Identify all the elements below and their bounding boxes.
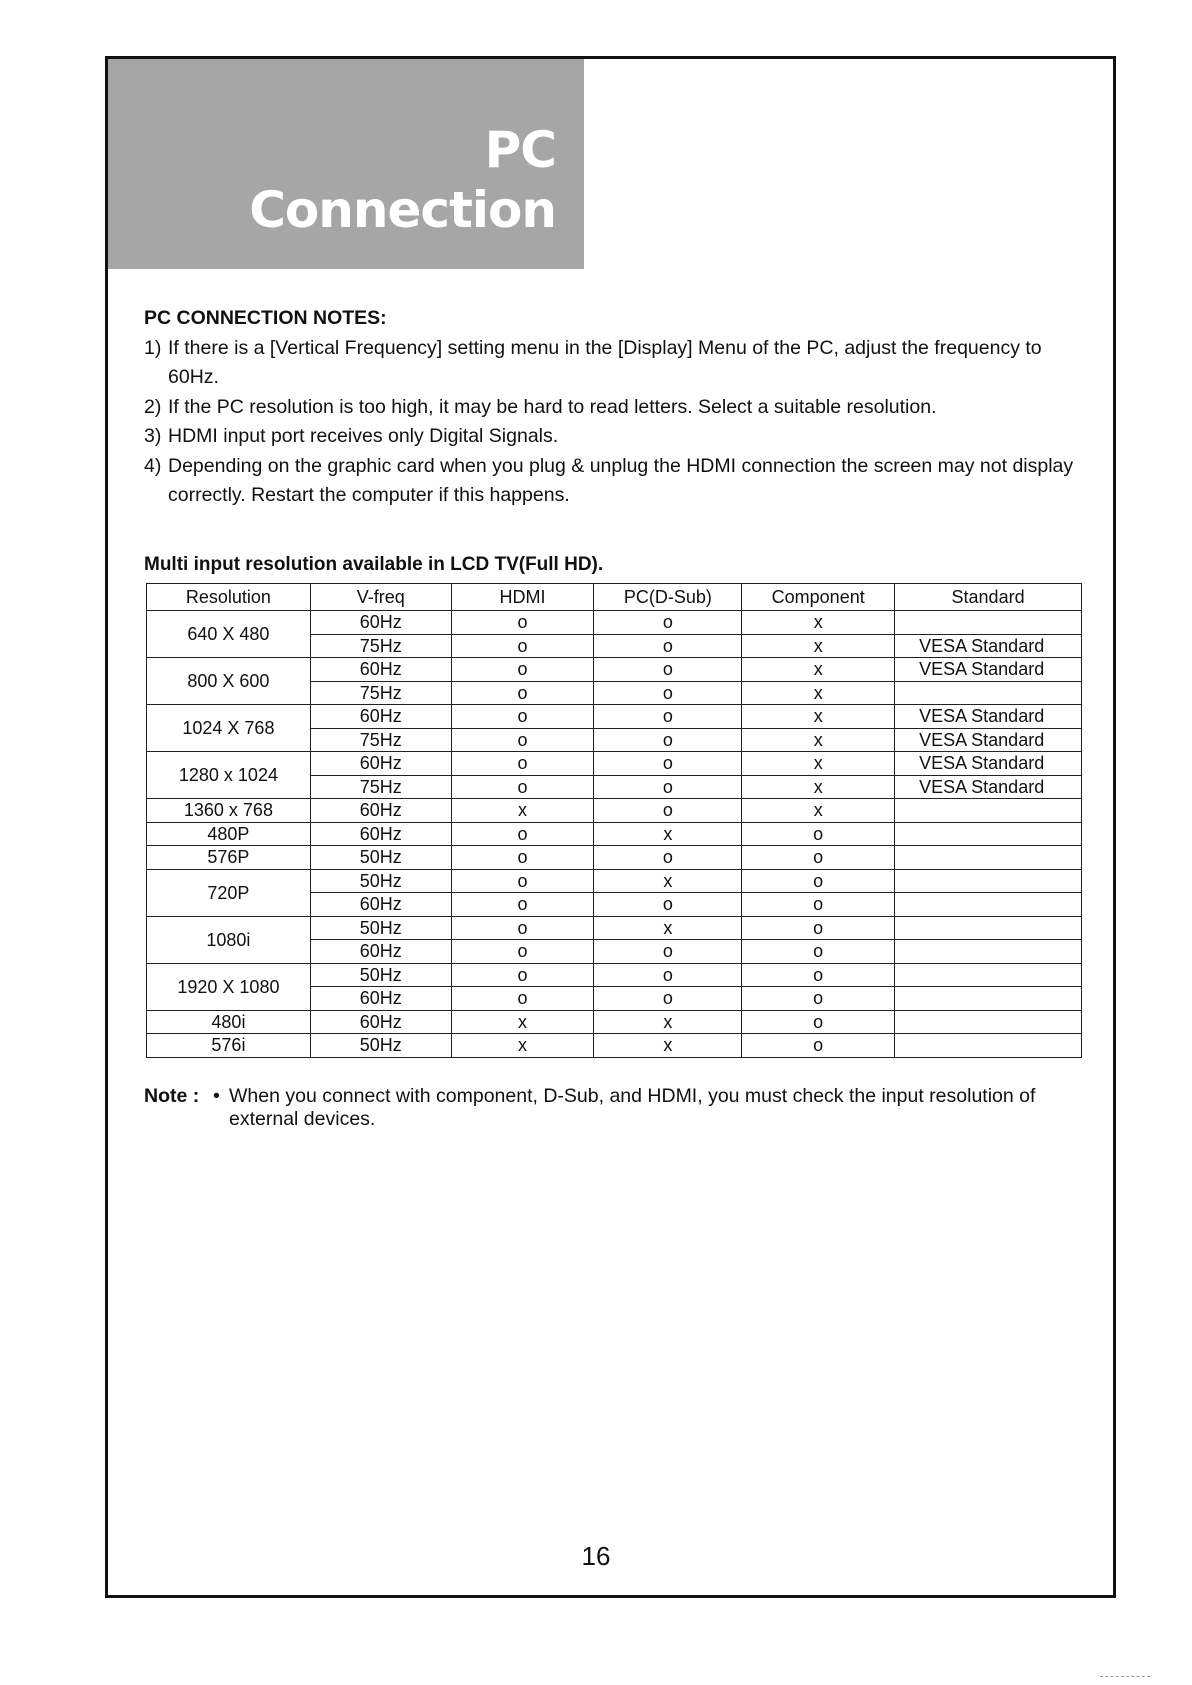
cell-hdmi: o <box>451 869 594 893</box>
bullet-icon: • <box>213 1085 220 1107</box>
table-row <box>147 822 1082 846</box>
cell-component: o <box>742 987 895 1011</box>
cell-pc-dsub: o <box>594 893 742 917</box>
cell-hdmi: x <box>451 799 594 823</box>
cell-vfreq: 75Hz <box>310 775 451 799</box>
page-number: 16 <box>581 1541 611 1571</box>
cell-standard: VESA Standard <box>895 705 1082 729</box>
table-row <box>147 799 1082 823</box>
cell-vfreq: 60Hz <box>310 705 451 729</box>
cell-pc-dsub: o <box>594 799 742 823</box>
note-item <box>144 393 1094 423</box>
cell-hdmi: o <box>451 681 594 705</box>
cell-component: o <box>742 893 895 917</box>
note-item-number: 2) <box>144 395 162 418</box>
table-header-row <box>147 584 1082 611</box>
note-item <box>144 452 1094 511</box>
cell-hdmi: o <box>451 963 594 987</box>
note-item-text: Depending on the graphic card when you plug & unplug the HDMI connection the screen may not display correctly. Restart the computer if this happens. <box>168 454 1074 506</box>
cell-hdmi: x <box>451 1034 594 1058</box>
cell-vfreq: 50Hz <box>310 1034 451 1058</box>
cell-hdmi: o <box>451 752 594 776</box>
cell-component: o <box>742 1034 895 1058</box>
cell-resolution: 1920 X 1080 <box>147 963 311 1010</box>
cell-pc-dsub: o <box>594 705 742 729</box>
cell-standard: VESA Standard <box>895 728 1082 752</box>
header-component: Component <box>742 584 895 611</box>
table-row <box>147 1010 1082 1034</box>
cell-resolution: 800 X 600 <box>147 658 311 705</box>
resolution-table-body <box>147 611 1082 1058</box>
cell-standard <box>895 940 1082 964</box>
table-row <box>147 1034 1082 1058</box>
cell-component: x <box>742 775 895 799</box>
note-item <box>144 334 1094 393</box>
header-vfreq: V-freq <box>310 584 451 611</box>
cell-pc-dsub: x <box>594 916 742 940</box>
table-row <box>147 752 1082 776</box>
cell-vfreq: 60Hz <box>310 752 451 776</box>
cell-component: x <box>742 705 895 729</box>
cell-component: x <box>742 799 895 823</box>
notes-heading: PC CONNECTION NOTES: <box>144 307 387 329</box>
cell-hdmi: o <box>451 611 594 635</box>
corner-mark <box>1100 1676 1150 1678</box>
cell-resolution: 640 X 480 <box>147 611 311 658</box>
note-item-number: 4) <box>144 454 162 477</box>
cell-standard <box>895 681 1082 705</box>
cell-standard <box>895 987 1082 1011</box>
cell-vfreq: 75Hz <box>310 681 451 705</box>
table-row <box>147 658 1082 682</box>
header-pc-dsub: PC(D-Sub) <box>594 584 742 611</box>
cell-standard <box>895 846 1082 870</box>
cell-standard <box>895 916 1082 940</box>
cell-resolution: 480i <box>147 1010 311 1034</box>
cell-hdmi: o <box>451 987 594 1011</box>
cell-component: x <box>742 681 895 705</box>
cell-vfreq: 60Hz <box>310 799 451 823</box>
cell-hdmi: o <box>451 658 594 682</box>
cell-hdmi: o <box>451 846 594 870</box>
note-item-text: If the PC resolution is too high, it may be hard to read letters. Select a suitable resolution. <box>168 395 937 418</box>
cell-resolution: 1280 x 1024 <box>147 752 311 799</box>
header-hdmi: HDMI <box>451 584 594 611</box>
pc-connection-notes <box>144 304 1094 511</box>
cell-pc-dsub: x <box>594 822 742 846</box>
cell-standard <box>895 799 1082 823</box>
cell-component: o <box>742 940 895 964</box>
cell-hdmi: x <box>451 1010 594 1034</box>
cell-standard <box>895 963 1082 987</box>
table-row <box>147 846 1082 870</box>
note-item-text: HDMI input port receives only Digital Signals. <box>168 425 559 447</box>
cell-standard <box>895 822 1082 846</box>
header-standard: Standard <box>895 584 1082 611</box>
cell-vfreq: 50Hz <box>310 846 451 870</box>
cell-hdmi: o <box>451 822 594 846</box>
cell-vfreq: 60Hz <box>310 893 451 917</box>
cell-component: x <box>742 611 895 635</box>
cell-pc-dsub: o <box>594 940 742 964</box>
cell-component: x <box>742 752 895 776</box>
cell-vfreq: 50Hz <box>310 869 451 893</box>
cell-standard: VESA Standard <box>895 658 1082 682</box>
cell-hdmi: o <box>451 775 594 799</box>
cell-resolution: 720P <box>147 869 311 916</box>
note-item-text: If there is a [Vertical Frequency] setting menu in the [Display] Menu of the PC, adjust the frequency to 60Hz. <box>168 336 1042 388</box>
cell-vfreq: 60Hz <box>310 987 451 1011</box>
note-item-number: 3) <box>144 425 162 447</box>
table-row <box>147 869 1082 893</box>
cell-hdmi: o <box>451 634 594 658</box>
cell-resolution: 576P <box>147 846 311 870</box>
cell-component: o <box>742 846 895 870</box>
cell-vfreq: 60Hz <box>310 822 451 846</box>
header-resolution: Resolution <box>147 584 311 611</box>
section-title-line2: Connection <box>249 181 556 239</box>
cell-standard <box>895 893 1082 917</box>
cell-standard <box>895 869 1082 893</box>
cell-hdmi: o <box>451 916 594 940</box>
cell-component: x <box>742 658 895 682</box>
cell-pc-dsub: o <box>594 846 742 870</box>
cell-pc-dsub: o <box>594 752 742 776</box>
cell-vfreq: 75Hz <box>310 634 451 658</box>
cell-vfreq: 50Hz <box>310 916 451 940</box>
section-title-box <box>108 59 584 269</box>
cell-component: x <box>742 728 895 752</box>
cell-standard: VESA Standard <box>895 752 1082 776</box>
cell-component: o <box>742 1010 895 1034</box>
cell-vfreq: 60Hz <box>310 940 451 964</box>
cell-standard <box>895 611 1082 635</box>
cell-standard <box>895 1034 1082 1058</box>
cell-vfreq: 60Hz <box>310 658 451 682</box>
cell-vfreq: 75Hz <box>310 728 451 752</box>
cell-pc-dsub: o <box>594 634 742 658</box>
cell-vfreq: 60Hz <box>310 1010 451 1034</box>
cell-hdmi: o <box>451 940 594 964</box>
cell-vfreq: 60Hz <box>310 611 451 635</box>
cell-component: o <box>742 869 895 893</box>
resolution-table <box>146 583 1082 1058</box>
cell-component: o <box>742 822 895 846</box>
cell-resolution: 1360 x 768 <box>147 799 311 823</box>
cell-resolution: 576i <box>147 1034 311 1058</box>
cell-component: o <box>742 963 895 987</box>
cell-component: o <box>742 916 895 940</box>
cell-component: x <box>742 634 895 658</box>
cell-hdmi: o <box>451 705 594 729</box>
cell-pc-dsub: x <box>594 1034 742 1058</box>
cell-pc-dsub: x <box>594 1010 742 1034</box>
cell-pc-dsub: o <box>594 775 742 799</box>
cell-resolution: 1080i <box>147 916 311 963</box>
cell-pc-dsub: o <box>594 728 742 752</box>
note-text: When you connect with component, D-Sub, and HDMI, you must check the input resolution of external devices. <box>229 1085 1036 1130</box>
cell-pc-dsub: o <box>594 611 742 635</box>
table-row <box>147 611 1082 635</box>
table-row <box>147 916 1082 940</box>
cell-resolution: 1024 X 768 <box>147 705 311 752</box>
cell-standard <box>895 1010 1082 1034</box>
cell-pc-dsub: o <box>594 987 742 1011</box>
cell-pc-dsub: x <box>594 869 742 893</box>
section-title-line1: PC <box>484 121 556 179</box>
cell-hdmi: o <box>451 728 594 752</box>
table-caption: Multi input resolution available in LCD TV(Full HD). <box>144 554 604 575</box>
cell-vfreq: 50Hz <box>310 963 451 987</box>
cell-hdmi: o <box>451 893 594 917</box>
cell-pc-dsub: o <box>594 963 742 987</box>
cell-standard: VESA Standard <box>895 634 1082 658</box>
note-label: Note : <box>144 1085 200 1107</box>
note-item-number: 1) <box>144 336 162 359</box>
cell-pc-dsub: o <box>594 658 742 682</box>
cell-pc-dsub: o <box>594 681 742 705</box>
table-row <box>147 705 1082 729</box>
bottom-note <box>144 1085 1094 1131</box>
cell-standard: VESA Standard <box>895 775 1082 799</box>
note-item <box>144 422 1094 452</box>
table-row <box>147 963 1082 987</box>
cell-resolution: 480P <box>147 822 311 846</box>
